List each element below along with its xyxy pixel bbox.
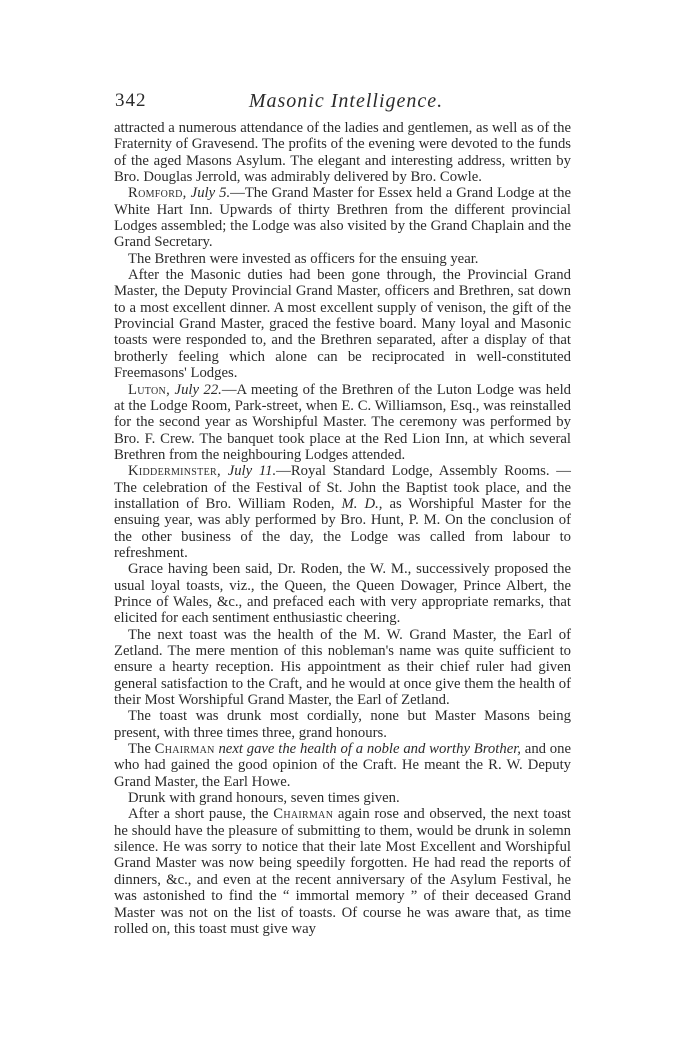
running-title: Masonic Intelligence.: [248, 90, 444, 112]
page-header: [115, 90, 577, 116]
date: July 22.: [174, 381, 222, 398]
degree: M. D.,: [341, 495, 383, 512]
paragraph-text: as Worshipful Master for the ensuing year, was ably performed by Bro. Hunt, P. M. On the conclusion of the other business of the day, the Lodge was called from labour to refreshment.: [114, 495, 572, 561]
place-name: Romford,: [128, 185, 187, 202]
paragraph-luton: [114, 382, 571, 464]
date: July 5.: [190, 185, 231, 202]
paragraph-honours: Drunk with grand honours, seven times given.: [128, 790, 400, 807]
paragraph-toast-drunk: The toast was drunk most cordially, none but Master Masons being present, with three times three, grand honours.: [114, 708, 571, 741]
chairman: Chairman: [154, 741, 215, 758]
place-name: Luton,: [128, 381, 171, 398]
paragraph-text: again rose and observed, the next toast he should have the pleasure of submitting to them, would be drunk in solemn silence. He was sorry to notice that their late Most Excellent and Worshipful Grand Master was now being speedily forgotten. He had read the reports of dinners, &c., and even at the recent anniversary of the Asylum Festival, he was astonished to find the “ immortal memory ” of their deceased Grand Master was not on the list of toasts. Of course he was aware that, as time rolled on, this toast must give way: [114, 806, 572, 937]
paragraph-officers: The Brethren were invested as officers for the ensuing year.: [128, 250, 479, 267]
date: July 11.: [227, 463, 277, 480]
paragraph-solemn-toast: [114, 806, 571, 937]
paragraph-dinner: After the Masonic duties had been gone through, the Provincial Grand Master, the Deputy Provincial Grand Master, officers and Brethren, sat down to a most excellent dinner. A most excellent supply of venison, the gift of the Provincial Grand Master, graced the festive board. Many loyal and Masonic toasts were responded to, and the Brethren separated, after a display of that brotherly feeling which alone can be reciprocated in well-constituted Freemasons' Lodges.: [114, 267, 571, 382]
paragraph-deputy-toast: [114, 741, 571, 790]
paragraph-grand-master-toast: The next toast was the health of the M. W. Grand Master, the Earl of Zetland. The mere mention of this nobleman's name was quite sufficient to ensure a hearty reception. His appointment as their chief ruler had given general satisfaction to the Craft, and he would at once give them the health of their Most Worshipful Grand Master, the Earl of Zetland.: [114, 626, 571, 709]
article-body: [114, 120, 571, 937]
paragraph-italic-text: next gave the health of a noble and worthy Brother,: [218, 741, 521, 758]
paragraph-text: —Royal Standard Lodge, Assembly Rooms. —The celebration of the Festival of St. John the Baptist took place, and the installation of Bro. William Roden,: [114, 463, 571, 512]
paragraph-kidderminster: [114, 463, 571, 561]
paragraph-romford: [114, 185, 571, 250]
page-number: 342: [115, 90, 147, 111]
paragraph-text: The: [128, 741, 151, 758]
chairman: Chairman: [273, 806, 334, 823]
paragraph-text: After a short pause, the: [128, 806, 269, 823]
paragraph-text: and one who had gained the good opinion of the Craft. He meant the R. W. Deputy Grand Master, the Earl Howe.: [114, 741, 572, 790]
paragraph-text: —A meeting of the Brethren of the Luton Lodge was held at the Lodge Room, Park-street, when E. C. Williamson, Esq., was reinstalled for the second year as Worshipful Master. The ceremony was performed by Bro. F. Crew. The banquet took place at the Red Lion Inn, at which several Brethren from the neighbouring Lodges attended.: [114, 381, 571, 463]
paragraph-loyal-toasts: Grace having been said, Dr. Roden, the W. M., successively proposed the usual loyal toasts, viz., the Queen, the Queen Dowager, Prince Albert, the Prince of Wales, &c., and prefaced each with very appropriate remarks, that elicited for each sentiment enthusiastic cheering.: [114, 561, 571, 627]
place-name: Kidderminster,: [128, 463, 221, 480]
paragraph-text: —The Grand Master for Essex held a Grand Lodge at the White Hart Inn. Upwards of thirty Brethren from the different provincial Lodges assembled; the Lodge was also visited by the Grand Chaplain and the Grand Secretary.: [114, 185, 572, 251]
paragraph-gravesend: attracted a numerous attendance of the ladies and gentlemen, as well as of the Fraternity of Gravesend. The profits of the evening were devoted to the funds of the aged Masons Asylum. The elegant and interesting address, written by Bro. Douglas Jerrold, was admirably delivered by Bro. Cowle.: [114, 120, 571, 186]
